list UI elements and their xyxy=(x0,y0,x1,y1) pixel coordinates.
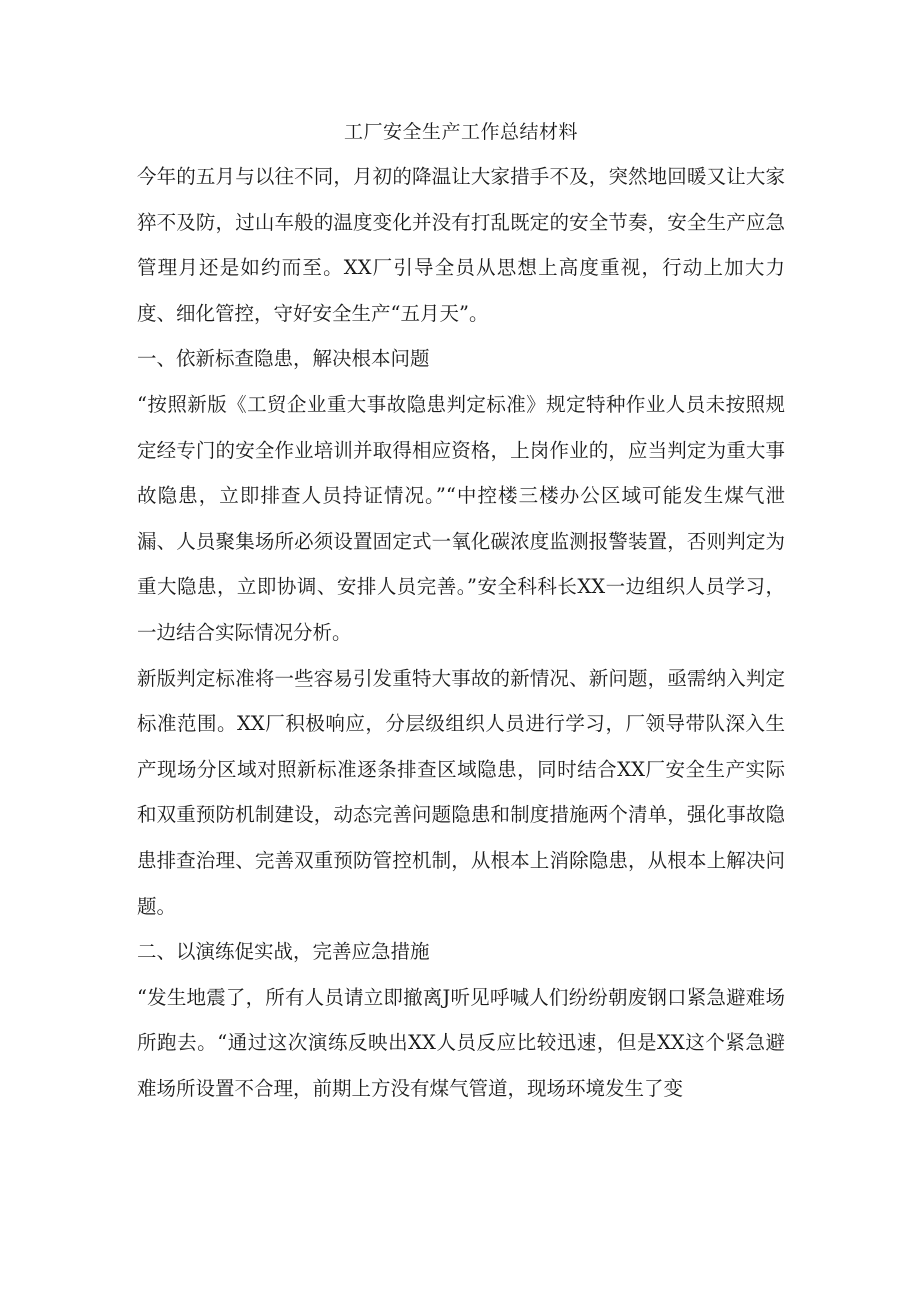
section-heading-2: 二、以演练促实战，完善应急措施 xyxy=(137,940,430,964)
section-heading-1: 一、依新标查隐患，解决根本问题 xyxy=(137,347,430,371)
paragraph-standard-quote: “按照新版《工贸企业重大事故隐患判定标准》规定特种作业人员未按照规定经专门的安全作业培训并取得相应资格，上岗作业的，应当判定为重大事故隐患，立即排查人员持证情况。”“中控楼三楼办公区域可能发生煤气泄漏、人员聚集场所必须设置固定式一氧化碳浓度监测报警装置，否则判定为重大隐患，立即协调、安排人员完善。”安全科科长XX一边组织人员学习，一边结合实际情况分析。 xyxy=(137,392,785,644)
paragraph-drill: “发生地震了，所有人员请立即撤离J听见呼喊人们纷纷朝废钢口紧急避难场所跑去。“通过这次演练反映出XX人员反应比较迅速，但是XX这个紧急避难场所设置不合理，前期上方没有煤气管道，现场环境发生了变 xyxy=(137,985,785,1100)
paragraph-new-standard: 新版判定标准将一些容易引发重特大事故的新情况、新问题，亟需纳入判定标准范围。XX厂积极响应，分层级组织人员进行学习，厂领导带队深入生产现场分区域对照新标准逐条排查区域隐患，同时结合XX厂安全生产实际和双重预防机制建设，动态完善问题隐患和制度措施两个清单，强化事故隐患排查治理、完善双重预防管控机制，从根本上消除隐患，从根本上解决问题。 xyxy=(137,666,785,918)
paragraph-intro: 今年的五月与以往不同，月初的降温让大家措手不及，突然地回暖又让大家猝不及防，过山车般的温度变化并没有打乱既定的安全节奏，安全生产应急管理月还是如约而至。XX厂引导全员从思想上高度重视，行动上加大力度、细化管控，守好安全生产“五月天”。 xyxy=(137,165,785,325)
document-title: 工厂安全生产工作总结材料 xyxy=(343,121,578,143)
